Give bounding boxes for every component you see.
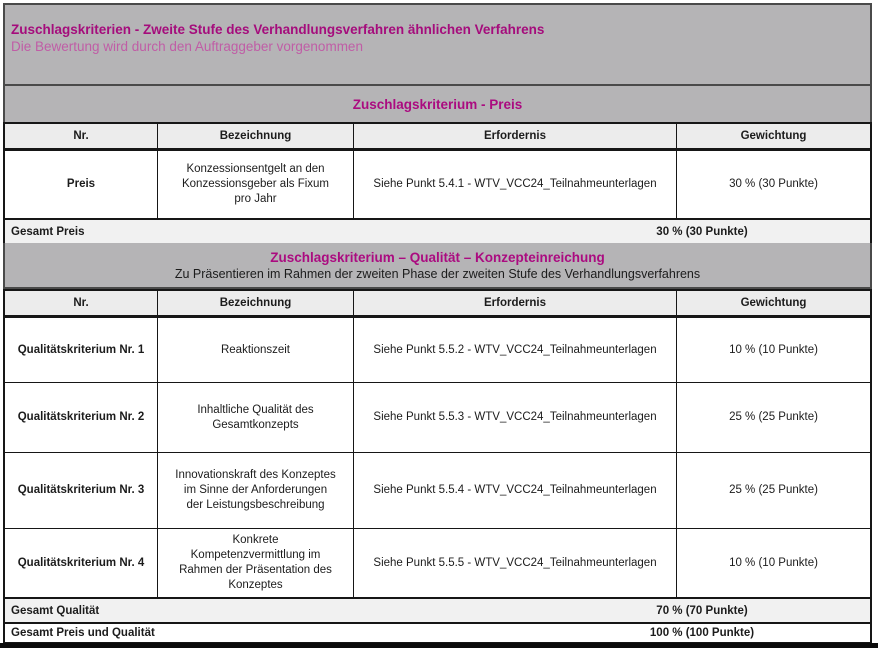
price-col-header-gewichtung: Gewichtung	[676, 124, 870, 148]
price-table-row	[5, 150, 870, 218]
quality-col-header-gewichtung: Gewichtung	[676, 291, 870, 315]
quality-row-1-nr: Qualitätskriterium Nr. 1	[17, 343, 145, 356]
bottom-black-bar	[0, 643, 878, 648]
quality-table-row-3	[5, 452, 870, 528]
price-table-header-row	[5, 124, 870, 150]
grand-total-row	[3, 622, 872, 644]
quality-row-1-bezeichnung: Reaktionszeit	[157, 318, 353, 382]
quality-table-row-1	[5, 317, 870, 382]
grand-total-value: 100 % (100 Punkte)	[649, 627, 755, 639]
price-banner-title: Zuschlagskriterium - Preis	[352, 96, 523, 112]
price-row-nr: Preis	[66, 178, 96, 190]
price-total-label: Gesamt Preis	[11, 225, 85, 238]
quality-section-banner	[3, 243, 872, 289]
quality-col-header-nr: Nr.	[73, 296, 89, 309]
price-total-row	[3, 218, 872, 243]
price-total-value: 30 % (30 Punkte)	[656, 225, 748, 238]
price-col-header-bezeichnung: Bezeichnung	[157, 124, 353, 148]
quality-table-row-2	[5, 382, 870, 452]
document-title: Zuschlagskriterien - Zweite Stufe des Verhandlungsverfahren ähnlichen Verfahrens	[11, 22, 545, 37]
quality-row-3-gewichtung: 25 % (25 Punkte)	[676, 453, 870, 528]
quality-total-value: 70 % (70 Punkte)	[656, 604, 748, 617]
quality-row-4-erfordernis: Siehe Punkt 5.5.5 - WTV_VCC24_Teilnahmeunterlagen	[353, 529, 676, 597]
quality-col-header-bezeichnung: Bezeichnung	[157, 291, 353, 315]
quality-row-2-gewichtung: 25 % (25 Punkte)	[676, 383, 870, 452]
price-col-header-erfordernis: Erfordernis	[353, 124, 676, 148]
quality-banner-title: Zuschlagskriterium – Qualität – Konzepteinreichung	[270, 249, 605, 265]
price-section-banner	[5, 86, 870, 122]
document-content	[3, 3, 872, 644]
grand-total-label: Gesamt Preis und Qualität	[11, 627, 155, 639]
quality-row-4-bezeichnung: Konkrete Kompetenzvermittlung im Rahmen der Präsentation des Konzeptes	[157, 529, 353, 597]
title-area	[5, 5, 870, 84]
quality-row-3-nr: Qualitätskriterium Nr. 3	[17, 484, 145, 496]
quality-col-header-erfordernis: Erfordernis	[353, 291, 676, 315]
price-table	[3, 122, 872, 218]
quality-table-row-4	[5, 528, 870, 597]
quality-row-4-nr: Qualitätskriterium Nr. 4	[17, 556, 145, 569]
quality-row-3-erfordernis: Siehe Punkt 5.5.4 - WTV_VCC24_Teilnahmeunterlagen	[353, 453, 676, 528]
price-row-bezeichnung: Konzessionsentgelt an den Konzessionsgeber als Fixum pro Jahr	[157, 151, 353, 218]
quality-row-2-erfordernis: Siehe Punkt 5.5.3 - WTV_VCC24_Teilnahmeunterlagen	[353, 383, 676, 452]
price-col-header-nr: Nr.	[73, 129, 89, 142]
quality-row-3-bezeichnung: Innovationskraft des Konzeptes im Sinne der Anforderungen der Leistungsbeschreibung	[157, 453, 353, 528]
quality-total-label: Gesamt Qualität	[11, 604, 100, 617]
quality-total-row	[3, 597, 872, 622]
quality-banner-subtitle: Zu Präsentieren im Rahmen der zweiten Phase der zweiten Stufe des Verhandlungsverfahrens	[174, 266, 701, 281]
quality-table	[3, 289, 872, 597]
document-subtitle: Die Bewertung wird durch den Auftraggeber vorgenommen	[11, 39, 363, 54]
price-row-gewichtung: 30 % (30 Punkte)	[676, 151, 870, 218]
price-row-erfordernis: Siehe Punkt 5.4.1 - WTV_VCC24_Teilnahmeunterlagen	[353, 151, 676, 218]
quality-row-2-bezeichnung: Inhaltliche Qualität des Gesamtkonzepts	[157, 383, 353, 452]
quality-row-4-gewichtung: 10 % (10 Punkte)	[676, 529, 870, 597]
quality-row-1-erfordernis: Siehe Punkt 5.5.2 - WTV_VCC24_Teilnahmeunterlagen	[353, 318, 676, 382]
quality-row-1-gewichtung: 10 % (10 Punkte)	[676, 318, 870, 382]
quality-table-header-row	[5, 291, 870, 317]
quality-row-2-nr: Qualitätskriterium Nr. 2	[17, 411, 145, 423]
title-banner-block	[3, 3, 872, 122]
